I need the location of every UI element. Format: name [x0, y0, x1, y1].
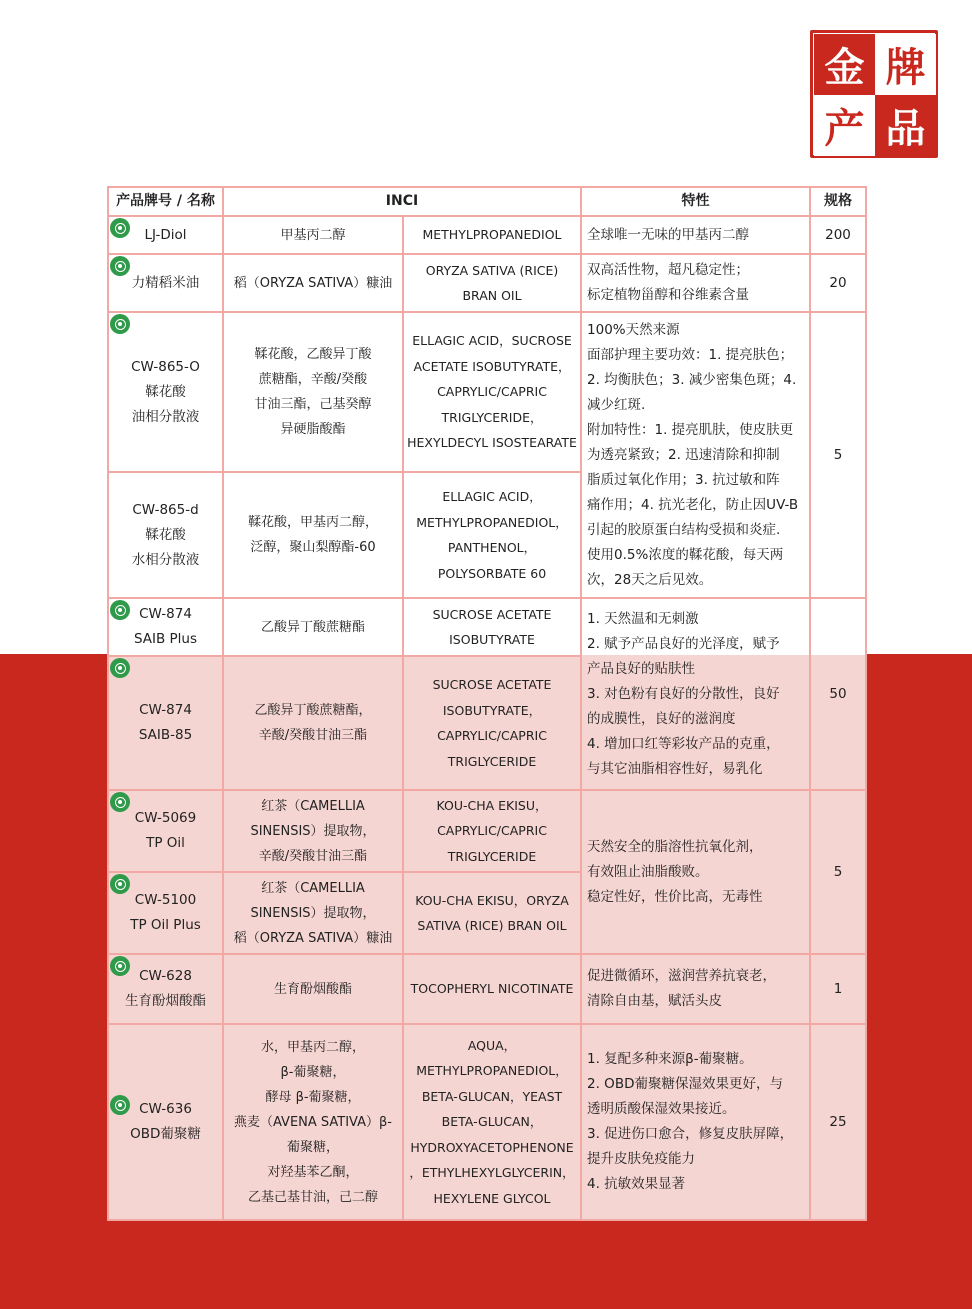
product-name-line: TP Oil Plus	[130, 917, 201, 933]
product-name-cell	[108, 656, 223, 790]
feature-line: 3. 对色粉有良好的分散性，良好	[587, 685, 780, 702]
feature-line: 有效阻止油脂酸败。	[587, 863, 709, 880]
feature-line: 2. 赋予产品良好的光泽度，赋予	[587, 635, 780, 652]
cn-name-cell	[223, 254, 403, 312]
feature-line: 附加特性：1. 提亮肌肤，使皮肤更	[587, 421, 794, 438]
feature-line: 面部护理主要功效：1. 提亮肤色；	[587, 346, 794, 363]
cn-line: β-葡聚糖，	[280, 1064, 346, 1080]
feature-line: 为透亮紧致；2. 迅速清除和抑制	[587, 446, 780, 463]
inci-line: TRIGLYCERIDE	[447, 753, 537, 769]
product-name-line: TP Oil	[146, 835, 185, 851]
inci-line: HEXYLENE GLYCOL	[433, 1190, 551, 1206]
cn-line: 异硬脂酸酯	[280, 422, 346, 437]
inci-line: TOCOPHERYL NICOTINATE	[410, 981, 574, 997]
product-name-cell	[108, 472, 223, 598]
table-row	[108, 216, 866, 254]
cn-name-cell	[223, 472, 403, 598]
header-spec: 规格	[810, 187, 866, 216]
inci-line: ELLAGIC ACID，SUCROSE	[412, 333, 572, 349]
product-name-line: 水相分散液	[131, 551, 200, 568]
inci-line: KOU-CHA EKISU，	[436, 797, 548, 813]
feature-line: 1. 复配多种来源β-葡聚糖。	[587, 1051, 753, 1067]
inci-line: AQUA，	[467, 1037, 517, 1053]
feature-line: 全球唯一无味的甲基丙二醇	[587, 226, 750, 243]
cn-line: 乙酸异丁酸蔗糖酯	[260, 619, 365, 635]
cn-line: 辛酸/癸酸甘油三酯	[258, 728, 368, 743]
feature-line: 产品良好的贴肤性	[587, 660, 696, 677]
cn-name-cell	[223, 598, 403, 656]
feature-line: 稳定性好，性价比高，无毒性	[587, 888, 763, 905]
feature-line: 标定植物甾醇和谷维素含量	[587, 287, 750, 303]
inci-line: BETA-GLUCAN，	[441, 1114, 543, 1130]
table-row	[108, 790, 866, 872]
features-cell	[581, 312, 810, 598]
inci-line: HYDROXYACETOPHENONE	[410, 1139, 574, 1155]
inci-line: ISOBUTYRATE，	[442, 702, 542, 718]
gold-brand-seal	[810, 30, 938, 158]
inci-line: ELLAGIC ACID，	[442, 489, 542, 504]
features-cell	[581, 1024, 810, 1220]
inci-line: CAPRYLIC/CAPRIC	[437, 728, 547, 743]
leaf-badge-icon	[110, 218, 130, 238]
inci-line: ACETATE ISOBUTYRATE，	[413, 358, 571, 374]
seal-char: 产	[814, 95, 875, 156]
cn-line: 水，甲基丙二醇，	[260, 1039, 365, 1055]
product-name-cell	[108, 790, 223, 872]
product-name-line: 油相分散液	[131, 408, 200, 425]
seal-char: 牌	[875, 34, 936, 95]
header-features: 特性	[581, 187, 810, 216]
inci-line: SUCROSE ACETATE	[432, 677, 552, 692]
header-name: 产品牌号 / 名称	[108, 187, 223, 216]
inci-cell	[403, 472, 581, 598]
feature-line: 4. 增加口红等彩妆产品的克重，	[587, 735, 780, 752]
cn-line: 鞣花酸，甲基丙二醇，	[247, 515, 378, 530]
cn-line: 稻（ORYZA SATIVA）糠油	[233, 275, 393, 291]
cn-line: 稻（ORYZA SATIVA）糠油	[233, 930, 393, 946]
feature-line: 天然安全的脂溶性抗氧化剂，	[587, 838, 763, 855]
inci-cell	[403, 312, 581, 472]
inci-line: PANTHENOL，	[447, 540, 537, 555]
cn-line: 泛醇，聚山梨醇酯-60	[250, 540, 376, 555]
cn-line: 红茶（CAMELLIA	[261, 798, 365, 814]
inci-line: KOU-CHA EKISU，ORYZA	[415, 892, 569, 908]
feature-line: 痛作用；4. 抗光老化，防止因UV-B	[587, 496, 799, 513]
product-name-line: 鞣花酸	[145, 383, 186, 400]
spec-cell: 25	[810, 1024, 866, 1220]
product-code: CW-5100	[134, 892, 197, 908]
product-name-line: SAIB-85	[138, 727, 193, 743]
spec-cell: 5	[810, 312, 866, 598]
feature-line: 1. 天然温和无刺激	[587, 610, 699, 627]
inci-line: SUCROSE ACETATE	[432, 606, 552, 622]
product-code: CW-874	[139, 702, 192, 718]
product-name-line: 生育酚烟酸酯	[125, 993, 206, 1009]
leaf-badge-icon	[110, 314, 130, 334]
inci-line: SATIVA (RICE) BRAN OIL	[417, 918, 567, 933]
feature-line: 减少红斑.	[587, 396, 646, 413]
cn-name-cell	[223, 954, 403, 1024]
inci-line: ，ETHYLHEXYLGLYCERIN，	[409, 1165, 575, 1181]
inci-line: TRIGLYCERIDE，	[441, 409, 543, 425]
spec-cell: 1	[810, 954, 866, 1024]
cn-name-cell	[223, 790, 403, 872]
cn-line: 辛酸/癸酸甘油三酯	[258, 848, 368, 864]
table-row	[108, 312, 866, 472]
leaf-badge-icon	[110, 874, 130, 894]
cn-name-cell	[223, 656, 403, 790]
spec-cell: 5	[810, 790, 866, 954]
feature-line: 2. OBD葡聚糖保湿效果更好，与	[587, 1076, 783, 1092]
feature-line: 4. 抗敏效果显著	[587, 1176, 686, 1192]
cn-name-cell	[223, 1024, 403, 1220]
inci-line: POLYSORBATE 60	[437, 565, 547, 581]
product-code: CW-5069	[134, 810, 197, 826]
inci-line: METHYLPROPANEDIOL，	[416, 1063, 568, 1079]
product-code: CW-628	[139, 968, 192, 984]
inci-cell	[403, 598, 581, 656]
header-inci: INCI	[223, 187, 581, 216]
cn-line: SINENSIS）提取物，	[250, 905, 376, 921]
product-name-cell	[108, 254, 223, 312]
product-name-cell	[108, 872, 223, 954]
product-code: CW-874	[139, 606, 192, 622]
product-name-line: 鞣花酸	[145, 526, 186, 543]
inci-line: HEXYLDECYL ISOSTEARATE	[407, 435, 577, 451]
inci-cell	[403, 216, 581, 254]
spec-cell: 20	[810, 254, 866, 312]
table-row	[108, 954, 866, 1024]
cn-line: SINENSIS）提取物，	[250, 823, 376, 839]
inci-line: BRAN OIL	[462, 288, 522, 303]
cn-line: 蔗糖酯，辛酸/癸酸	[258, 372, 368, 387]
inci-cell	[403, 1024, 581, 1220]
feature-line: 脂质过氧化作用；3. 抗过敏和阵	[587, 471, 780, 488]
inci-cell	[403, 656, 581, 790]
cn-line: 红茶（CAMELLIA	[261, 880, 365, 896]
feature-line: 透明质酸保湿效果接近。	[587, 1101, 736, 1117]
product-name-cell	[108, 312, 223, 472]
inci-line: BETA-GLUCAN，YEAST	[421, 1088, 563, 1104]
feature-line: 引起的胶原蛋白结构受损和炎症.	[587, 521, 781, 538]
inci-line: ORYZA SATIVA (RICE)	[425, 262, 559, 278]
leaf-badge-icon	[110, 600, 130, 620]
seal-char: 金	[814, 34, 875, 95]
leaf-badge-icon	[110, 956, 130, 976]
leaf-badge-icon	[110, 658, 130, 678]
product-code: 力精稻米油	[131, 274, 200, 291]
seal-char: 品	[875, 95, 936, 156]
leaf-badge-icon	[110, 1095, 130, 1115]
inci-line: METHYLPROPANEDIOL，	[416, 514, 568, 530]
product-table	[107, 186, 867, 1221]
cn-line: 甘油三酯，己基癸醇	[254, 397, 372, 412]
product-name-cell	[108, 1024, 223, 1220]
cn-name-cell	[223, 216, 403, 254]
cn-line: 燕麦（AVENA SATIVA）β-	[233, 1114, 392, 1130]
features-cell	[581, 216, 810, 254]
features-cell	[581, 254, 810, 312]
feature-line: 使用0.5%浓度的鞣花酸，每天两	[587, 546, 784, 563]
feature-line: 3. 促进伤口愈合，修复皮肤屏障，	[587, 1126, 794, 1142]
product-code: CW-636	[139, 1101, 192, 1117]
cn-line: 葡聚糖，	[286, 1139, 339, 1155]
inci-cell	[403, 790, 581, 872]
feature-line: 提升皮肤免疫能力	[587, 1151, 696, 1167]
product-name-line: OBD葡聚糖	[130, 1126, 201, 1142]
inci-cell	[403, 872, 581, 954]
features-cell	[581, 790, 810, 954]
inci-line: ISOBUTYRATE	[449, 632, 535, 647]
cn-line: 对羟基苯乙酮，	[267, 1164, 359, 1180]
feature-line: 双高活性物，超凡稳定性；	[587, 262, 750, 278]
inci-cell	[403, 254, 581, 312]
cn-line: 甲基丙二醇	[280, 227, 346, 243]
feature-line: 清除自由基，赋活头皮	[587, 993, 723, 1009]
leaf-badge-icon	[110, 256, 130, 276]
product-code: LJ-Diol	[144, 226, 187, 243]
cn-line: 乙酸异丁酸蔗糖酯，	[254, 703, 372, 718]
table-row	[108, 1024, 866, 1220]
table-row	[108, 254, 866, 312]
inci-line: METHYLPROPANEDIOL	[422, 227, 562, 243]
product-code: CW-865-O	[131, 358, 200, 375]
inci-line: CAPRYLIC/CAPRIC	[437, 823, 547, 839]
inci-line: TRIGLYCERIDE	[447, 848, 537, 864]
cn-line: 鞣花酸，乙酸异丁酸	[254, 347, 372, 362]
cn-name-cell	[223, 312, 403, 472]
feature-line: 次，28天之后见效。	[587, 571, 713, 588]
feature-line: 100%天然来源	[587, 321, 680, 338]
feature-line: 与其它油脂相容性好，易乳化	[587, 760, 763, 777]
spec-cell: 50	[810, 598, 866, 790]
feature-line: 促进微循环，滋润营养抗衰老，	[587, 968, 777, 984]
cn-line: 酵母 β-葡聚糖，	[265, 1089, 361, 1105]
product-name-cell	[108, 954, 223, 1024]
product-name-cell	[108, 216, 223, 254]
product-code: CW-865-d	[132, 501, 199, 518]
product-name-cell	[108, 598, 223, 656]
table-row	[108, 598, 866, 656]
product-name-line: SAIB Plus	[133, 631, 198, 647]
features-cell	[581, 954, 810, 1024]
inci-cell	[403, 954, 581, 1024]
spec-cell: 200	[810, 216, 866, 254]
cn-name-cell	[223, 872, 403, 954]
features-cell	[581, 598, 810, 790]
feature-line: 的成膜性，良好的滋润度	[587, 710, 736, 727]
table-header-row	[108, 187, 866, 216]
feature-line: 2. 均衡肤色；3. 减少密集色斑；4.	[587, 371, 797, 388]
inci-line: CAPRYLIC/CAPRIC	[437, 384, 547, 400]
leaf-badge-icon	[110, 792, 130, 812]
cn-line: 乙基己基甘油，己二醇	[247, 1189, 378, 1205]
cn-line: 生育酚烟酸酯	[273, 981, 352, 997]
